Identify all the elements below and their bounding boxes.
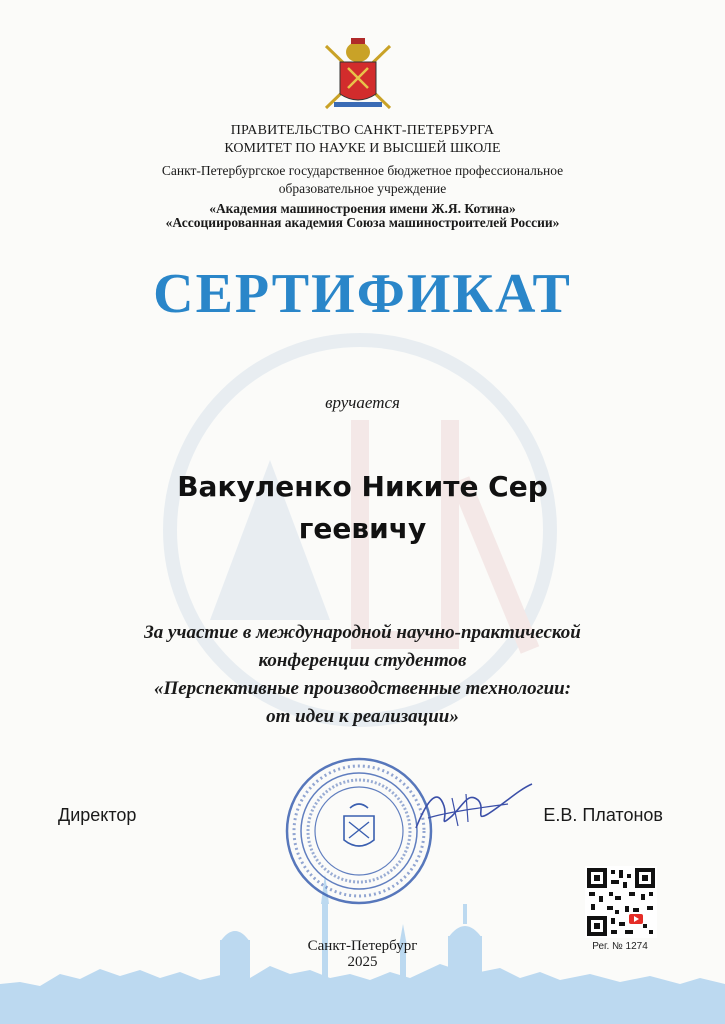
- certificate-title: СЕРТИФИКАТ: [153, 263, 572, 325]
- director-signature: [408, 778, 538, 838]
- registration-number: Рег. № 1274: [592, 941, 648, 952]
- recipient-name: [0, 466, 725, 550]
- academy-name: «Академия машиностроения имени Ж.Я. Котина»: [209, 201, 516, 216]
- city-label: Санкт-Петербург: [307, 938, 418, 954]
- qr-code-icon[interactable]: [585, 866, 657, 938]
- institution-type-cont: образовательное учреждение: [278, 181, 447, 196]
- award-reason-line-4: от идеи к реализации»: [266, 706, 459, 727]
- award-reason-line-2: конференции студентов: [258, 650, 467, 671]
- recipient-line-2: геевичу: [298, 512, 427, 545]
- recipient-line-1: Вакуленко Никите Сер: [177, 470, 548, 503]
- coat-of-arms-icon: [318, 32, 398, 116]
- association-name: «Ассоциированная академия Союза машиностроителей России»: [165, 215, 560, 230]
- committee-name: КОМИТЕТ ПО НАУКЕ И ВЫСШЕЙ ШКОЛЕ: [224, 141, 501, 156]
- award-reason-line-1: За участие в международной научно-практической: [144, 622, 581, 643]
- government-name: ПРАВИТЕЛЬСТВО САНКТ-ПЕТЕРБУРГА: [230, 123, 495, 138]
- director-name: Е.В. Платонов: [543, 805, 663, 825]
- year-label: 2025: [347, 954, 378, 970]
- director-label: Директор: [58, 805, 137, 825]
- awarded-to-label: вручается: [325, 393, 400, 412]
- institution-type: Санкт-Петербургское государственное бюджетное профессиональное: [161, 163, 564, 178]
- award-reason-line-3: «Перспективные производственные технологии:: [153, 678, 572, 699]
